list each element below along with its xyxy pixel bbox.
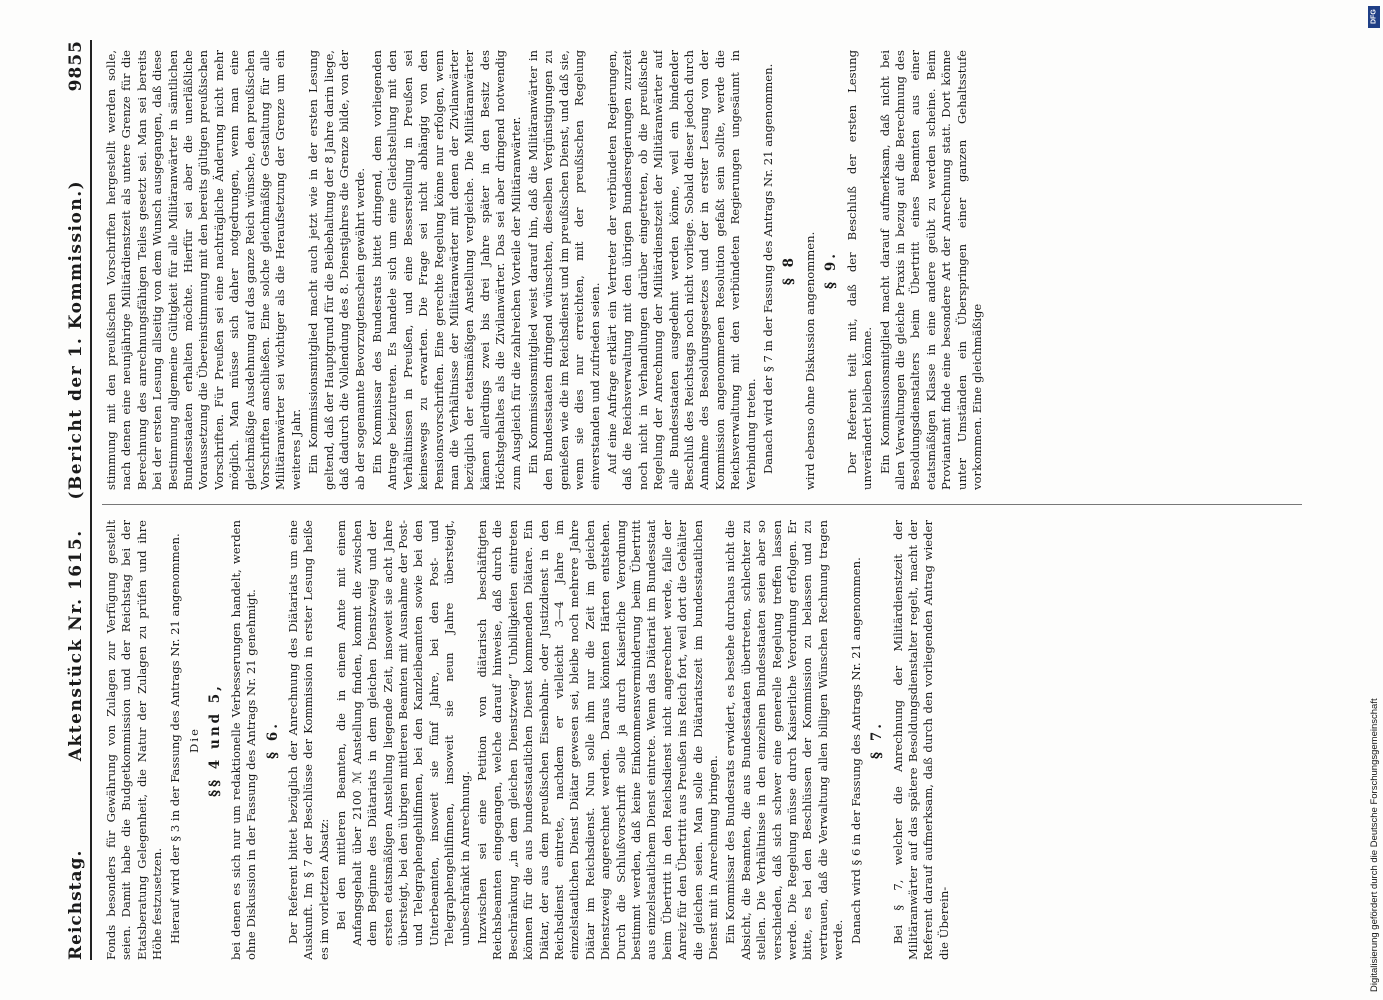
paragraph: Danach wird § 6 in der Fassung des Antrags Nr. 21 angenommen. — [848, 557, 863, 944]
column-divider — [102, 504, 1302, 505]
section-heading: § 6. — [264, 721, 281, 759]
section-heading: § 9. — [823, 251, 840, 289]
paragraph: bei denen es sich nur um redaktionelle Verbesserungen handelt, werden ohne Diskussion in der Fassung des Antrags Nr. 21 genehmigt. — [228, 520, 259, 960]
section-lead: Die — [187, 727, 202, 753]
paragraph: Ein Kommissar des Bundesrats erwidert, es bestehe durchaus nicht die Absicht, die Beamten, die aus Bundesstaaten übertreten, schlechter zu stellen. Die Verhältnisse in den einzelnen Bundesstaaten seien aber so verschieden, daß sich schwer eine generelle Regelung treffen lassen werde. Die Regelung müsse durch Kaiserliche Verordnung erfolgen. Er bitte, es bei den Beschlüssen der Kommission zu belassen und zu vertrauen, daß die Verwaltung allen billigen Wünschen Rechnung tragen werde. — [723, 520, 846, 960]
paragraph: Bei § 7, welcher die Anrechnung der Militärdienstzeit der Militäranwärter auf das spätere Besoldungsdienstalter regelt, macht der Referent darauf aufmerksam, daß durch den vorliegenden Antrag wieder die Überein- — [890, 520, 951, 960]
left-column — [104, 520, 1304, 960]
paragraph: Hierauf wird der § 3 in der Fassung des Antrags Nr. 21 angenommen. — [167, 533, 182, 944]
funding-credit — [1366, 8, 1382, 998]
paragraph: Fonds besonders für Gewährung von Zulagen zur Verfügung gestellt seien. Damit habe die Budgetkommission und der Reichstag bei der Etatsberatung Gelegenheit, die Natur der Zulagen zu prüfen und ihre Höhe festzusetzen. — [104, 520, 165, 960]
header-center-title: Aktenstück Nr. 1615. — [66, 529, 86, 762]
right-column — [104, 50, 1304, 490]
paragraph: Ein Kommissar des Bundesrats bittet dringend, dem vorliegenden Antrage beizutreten. Es handele sich um eine Gleichstellung mit den Verhältnissen in Preußen, und eine Besserstellung in Preußen sei keineswegs zu erwarten. Die Frage sei nicht abhängig von den Pensionsvorschriften. Eine gerechte Regelung könne nur erfolgen, wenn man die Verhältnisse der Militäranwärter mit denen der Zivilanwärter bezüglich der etatsmäßigen Anstellung vergleiche. Die Militäranwärter kämen allerdings zwei bis drei Jahre später in den Besitz des Höchstgehaltes als die Zivilanwärter. Das sei aber dringend notwendig zum Ausgleich für die zahlreichen Vorteile der Militäranwärter. — [369, 50, 523, 490]
paragraph: Der Referent teilt mit, daß der Beschluß der ersten Lesung unverändert bleiben könne. — [844, 50, 875, 490]
header-center-subtitle: (Bericht der 1. Kommission.) — [66, 179, 86, 500]
page-number: 9855 — [66, 40, 86, 92]
header-center — [66, 180, 86, 761]
section-heading: § 8 — [781, 254, 798, 286]
document-page — [58, 40, 1308, 960]
quoted-paragraph: Bei den mittleren Beamten, die in einem Amte mit einem Anfangsgehalt über 2100 ℳ Anstellung finden, kommt die zwischen dem Beginne des Diätariats in dem gleichen Dienstzweig und der ersten etatsmäßigen Anstellung liegende Zeit, insoweit sie acht Jahre übersteigt, bei den übrigen mittleren Beamten mit Ausnahme der Post- und Telegraphengehilfinnen, bei den Kanzleibeamten sowie bei den Unterbeamten, insoweit sie fünf Jahre, bei den Post- und Telegraphengehilfinnen, insoweit sie neun Jahre übersteigt, unbeschränkt in Anrechnung. — [334, 520, 472, 946]
section-heading: §§ 4 und 5, — [207, 683, 224, 797]
page-header — [58, 40, 92, 960]
section-heading: § 7. — [869, 721, 886, 759]
paragraph: wird ebenso ohne Diskussion angenommen. — [802, 231, 817, 490]
dfg-logo: DFG — [1368, 6, 1380, 28]
paragraph: stimmung mit den preußischen Vorschriften hergestellt werden solle, nach denen eine neunjährige Militärdienstzeit als untere Grenze für die Berechnung des anrechnungsfähigen Teiles gesetzt sei. Man sei bereits bei der ersten Lesung allseitig von dem Wunsch ausgegangen, daß diese Bestimmung allgemeine Gültigkeit für alle Militäranwärter in sämtlichen Bundesstaaten erhalten möchte. Hierfür sei aber die unerläßliche Voraussetzung die Übereinstimmung mit den bereits gültigen preußischen Vorschriften. Für Preußen sei eine nachträgliche Änderung nicht mehr möglich. Man müsse sich daher notgedrungen, wenn man eine gleichmäßige Ausdehnung auf das ganze Reich wünsche, den preußischen Vorschriften anschließen. Eine solche gleichmäßige Gestaltung für alle Militäranwärter sei wichtiger als die Heraufsetzung der Grenze um ein weiteres Jahr. — [104, 50, 303, 490]
paragraph: Der Referent bittet bezüglich der Anrechnung des Diätariats um eine Auskunft. Im § 7 der Beschlüsse der Kommission in erster Lesung heiße es im vorletzten Absatz: — [286, 520, 331, 960]
paragraph: Ein Kommissionsmitglied macht darauf aufmerksam, daß nicht bei allen Verwaltungen die gleiche Praxis in bezug auf die Berechnung des Besoldungsdienstalters beim Übertritt eines Beamten aus einer etatsmäßigen Klasse in eine andere geübt zu werden scheine. Beim Proviantamt finde eine besondere Art der Anrechnung statt. Dort könne unter Umständen ein Überspringen einer ganzen Gehaltsstufe vorkommen. Eine gleichmäßige — [877, 50, 984, 490]
header-left: Reichstag. — [66, 849, 86, 960]
paragraph: Ein Kommissionsmitglied macht auch jetzt wie in der ersten Lesung geltend, daß der Hauptgrund für die Beibehaltung der 8 Jahre darin liege, daß dadurch die Vollendung des 8. Dienstjahres die Grenze bilde, von der ab der sogenannte Bevorzugtenschein gewährt werde. — [306, 50, 367, 490]
paragraph: Inzwischen sei eine Petition von diätarisch beschäftigten Reichsbeamten eingegangen, welche darauf hinweise, daß durch die Beschränkung „in dem gleichen Dienstzweig“ Unbilligkeiten eintreten können für die aus bundesstaatlichen Dienst kommenden Diätare. Ein Diätar, der aus dem preußischen Eisenbahn- oder Justizdienst in den Reichsdienst eintrete, nachdem er vielleicht 3—4 Jahre im einzelstaatlichen Dienst Diätar gewesen sei, bleibe noch mehrere Jahre Diätar im Reichsdienst. Nun solle ihm nur die Zeit im gleichen Dienstzweig angerechnet werden. Daraus könnten Härten entstehen. Durch die Schlußvorschrift solle ja durch Kaiserliche Verordnung bestimmt werden, daß keine Einkommensverminderung beim Übertritt aus einzelstaatlichem Dienst eintrete. Wenn das Diätariat im Bundesstaat beim Übertritt in den Reichsdienst nicht angerechnet werde, falle der Anreiz für den Übertritt aus Preußen ins Reich fort, weil dort die Gehälter die gleichen seien. Man solle die Diätariatszeit im bundesstaatlichen Dienst mit in Anrechnung bringen. — [474, 520, 721, 960]
funding-credit-text: Digitalisierung gefördert durch die Deutsche Forschungsgemeinschaft — [1369, 698, 1380, 992]
paragraph: Ein Kommissionsmitglied weist darauf hin, daß die Militäranwärter in den Bundesstaaten dringend wünschten, dieselben Vergünstigungen zu genießen wie die im Reichsdienst und im preußischen Dienst, und daß sie, wenn sie dies nur erreichten, mit der preußischen Regelung einverstanden und zufrieden seien. — [525, 50, 602, 490]
paragraph: Auf eine Anfrage erklärt ein Vertreter der verbündeten Regierungen, daß die Reichsverwaltung mit den übrigen Bundesregierungen zurzeit noch nicht in Verhandlungen darüber eingetreten, ob die preußische Regelung der Anrechnung der Militärdienstzeit der Militäranwärter auf alle Bundesstaaten ausgedehnt werden könne, weil ein bindender Beschluß des Reichstags noch nicht vorliege. Sobald dieser jedoch durch Annahme des Besoldungsgesetzes und der in erster Lesung von der Kommission angenommenen Resolution gefaßt sein sollte, werde die Reichsverwaltung mit den verbündeten Regierungen ungesäumt in Verbindung treten. — [605, 50, 758, 490]
paragraph: Danach wird der § 7 in der Fassung des Antrags Nr. 21 angenommen. — [761, 63, 776, 474]
